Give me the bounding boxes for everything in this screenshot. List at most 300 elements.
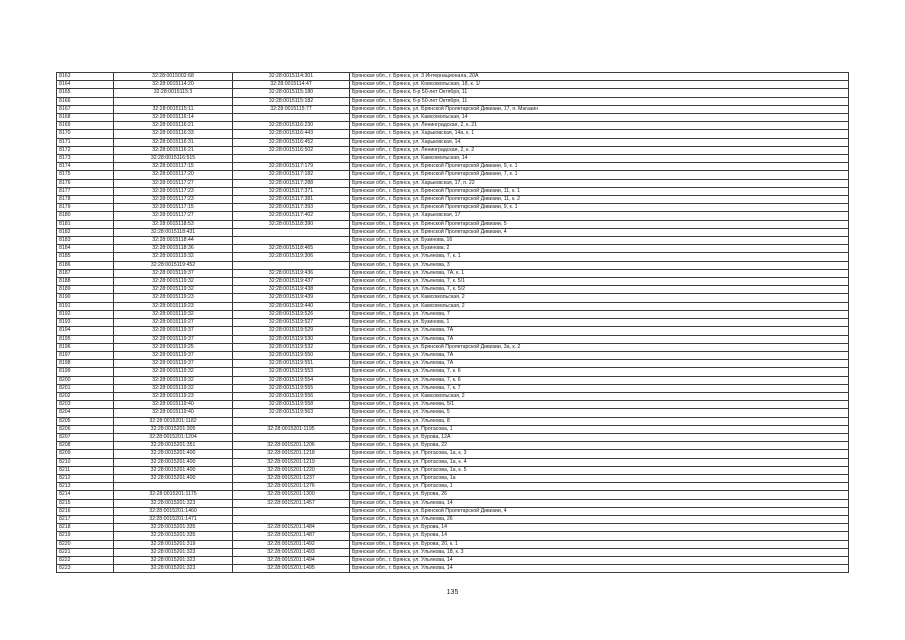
object-cadastral-number-cell bbox=[233, 507, 350, 515]
record-number-cell: 8206 bbox=[57, 425, 114, 433]
address-cell: Брянская обл., г. Брянск, ул. Харьковская, 14 bbox=[350, 138, 849, 146]
address-cell: Брянская обл., г. Брянск, ул. Брянской Пролетарской Дивизии, 3а, к. 2 bbox=[350, 343, 849, 351]
record-number-cell: 8207 bbox=[57, 433, 114, 441]
address-cell: Брянская обл., г. Брянск, ул. Брянской Пролетарской Дивизии, 9, к. 1 bbox=[350, 163, 849, 171]
page-number: 135 bbox=[446, 589, 459, 596]
address-cell: Брянская обл., г. Брянск, ул. Ульянова, 7, к. 6 bbox=[350, 376, 849, 384]
record-number-cell: 8185 bbox=[57, 253, 114, 261]
parcel-cadastral-number-cell: 32:28:0015119:23 bbox=[114, 302, 233, 310]
object-cadastral-number-cell: 32:28:0015116:443 bbox=[233, 130, 350, 138]
address-cell: Брянская обл., г. Брянск, ул. Брянской Пролетарской Дивизии, 5 bbox=[350, 220, 849, 228]
address-cell: Брянская обл., г. Брянск, ул. Брянской Пролетарской Дивизии, 11, к. 1 bbox=[350, 187, 849, 195]
record-number-cell: 8163 bbox=[57, 73, 114, 81]
address-cell: Брянская обл., г. Брянск, ул. Ульянова, 7, к. 5/1 bbox=[350, 278, 849, 286]
parcel-cadastral-number-cell: 32:28:0015201:323 bbox=[114, 556, 233, 564]
record-number-cell: 8203 bbox=[57, 401, 114, 409]
record-number-cell: 8170 bbox=[57, 130, 114, 138]
address-cell: Брянская обл., г. Брянск, ул. Комсомольская, 18, к. 1/ bbox=[350, 81, 849, 89]
table-row bbox=[57, 105, 849, 113]
parcel-cadastral-number-cell bbox=[114, 97, 233, 105]
parcel-cadastral-number-cell: 32:28:0015119:23 bbox=[114, 392, 233, 400]
parcel-cadastral-number-cell: 32:28:0015201:1204 bbox=[114, 433, 233, 441]
parcel-cadastral-number-cell: 32:28:0015201:323 bbox=[114, 565, 233, 573]
table-row bbox=[57, 532, 849, 540]
address-cell: Брянская обл., г. Брянск, ул. Харьковская, 17 bbox=[350, 212, 849, 220]
table-row bbox=[57, 483, 849, 491]
parcel-cadastral-number-cell: 32:28:0015116:21 bbox=[114, 146, 233, 154]
address-cell: Брянская обл., г. Брянск, ул. Протасова, 1а, к. 4 bbox=[350, 458, 849, 466]
parcel-cadastral-number-cell: 32:28:0015201:305 bbox=[114, 425, 233, 433]
object-cadastral-number-cell: 32:28:0015116:452 bbox=[233, 138, 350, 146]
parcel-cadastral-number-cell: 32:28:0015115:11 bbox=[114, 105, 233, 113]
object-cadastral-number-cell: 32:28:0015115:182 bbox=[233, 97, 350, 105]
address-cell: Брянская обл., г. Брянск, ул. Ульянова, 14 bbox=[350, 499, 849, 507]
record-number-cell: 8181 bbox=[57, 220, 114, 228]
record-number-cell: 8197 bbox=[57, 351, 114, 359]
parcel-cadastral-number-cell: 32:28:0015117:27 bbox=[114, 179, 233, 187]
parcel-cadastral-number-cell: 32:28:0015201:1182 bbox=[114, 417, 233, 425]
table-row bbox=[57, 565, 849, 573]
parcel-cadastral-number-cell: 32:28:0015201:1175 bbox=[114, 491, 233, 499]
table-row bbox=[57, 81, 849, 89]
table-row bbox=[57, 474, 849, 482]
table-row bbox=[57, 524, 849, 532]
address-cell: Брянская обл., г. Брянск, ул. 3 Интернационала, 20А bbox=[350, 73, 849, 81]
address-cell: Брянская обл., г. Брянск, ул. Камсомольская, 2 bbox=[350, 294, 849, 302]
address-cell: Брянская обл., г. Брянск, ул. Протасова, 1а bbox=[350, 474, 849, 482]
object-cadastral-number-cell: 32:28:0015119:437 bbox=[233, 278, 350, 286]
record-number-cell: 8217 bbox=[57, 515, 114, 523]
object-cadastral-number-cell: 32:28:0015119:551 bbox=[233, 360, 350, 368]
table-row bbox=[57, 401, 849, 409]
parcel-cadastral-number-cell: 32:28:0015117:23 bbox=[114, 196, 233, 204]
table-row bbox=[57, 163, 849, 171]
table-row bbox=[57, 360, 849, 368]
table-row bbox=[57, 89, 849, 97]
object-cadastral-number-cell: 32:28:0015119:530 bbox=[233, 335, 350, 343]
table-row bbox=[57, 294, 849, 302]
parcel-cadastral-number-cell: 32:28:0015119:37 bbox=[114, 327, 233, 335]
record-number-cell: 8177 bbox=[57, 187, 114, 195]
table-row bbox=[57, 130, 849, 138]
object-cadastral-number-cell: 32:28:0015119:532 bbox=[233, 343, 350, 351]
object-cadastral-number-cell: 32:28:0015201:1220 bbox=[233, 466, 350, 474]
record-number-cell: 8216 bbox=[57, 507, 114, 515]
parcel-cadastral-number-cell: 32:28:0015201:323 bbox=[114, 548, 233, 556]
table-row bbox=[57, 114, 849, 122]
address-cell: Брянская обл., г. Брянск, ул. Протасова, 1 bbox=[350, 483, 849, 491]
table-row bbox=[57, 212, 849, 220]
address-cell: Брянская обл., г. Брянск, ул. Бурова, 12А bbox=[350, 433, 849, 441]
parcel-cadastral-number-cell: 32:28:0015116:21 bbox=[114, 122, 233, 130]
address-cell: Брянская обл., г. Брянск, ул. Брянской Пролетарской Дивизии, 7, к. 1 bbox=[350, 171, 849, 179]
object-cadastral-number-cell: 32:28:0015119:556 bbox=[233, 392, 350, 400]
record-number-cell: 8174 bbox=[57, 163, 114, 171]
address-cell: Брянская обл., г. Брянск, ул. Протасова, 1а, к. 3 bbox=[350, 450, 849, 458]
object-cadastral-number-cell: 32:28:0015201:1487 bbox=[233, 532, 350, 540]
parcel-cadastral-number-cell: 32:28:0015119:32 bbox=[114, 376, 233, 384]
parcel-cadastral-number-cell: 32:28:0015116:31 bbox=[114, 138, 233, 146]
object-cadastral-number-cell: 32:28:0015115:77 bbox=[233, 105, 350, 113]
parcel-cadastral-number-cell: 32:28:0015116:515 bbox=[114, 155, 233, 163]
table-row bbox=[57, 73, 849, 81]
table-row bbox=[57, 499, 849, 507]
record-number-cell: 8171 bbox=[57, 138, 114, 146]
table-row bbox=[57, 450, 849, 458]
parcel-cadastral-number-cell: 32:28:0015115:3 bbox=[114, 89, 233, 97]
object-cadastral-number-cell: 32:28:0015119:527 bbox=[233, 319, 350, 327]
object-cadastral-number-cell: 32:28:0015201:1276 bbox=[233, 483, 350, 491]
address-cell: Брянская обл., г. Брянск, ул. Бузинова, 2 bbox=[350, 245, 849, 253]
record-number-cell: 8178 bbox=[57, 196, 114, 204]
record-number-cell: 8212 bbox=[57, 474, 114, 482]
parcel-cadastral-number-cell: 32:28:0015119:40 bbox=[114, 401, 233, 409]
object-cadastral-number-cell: 32:28:0015118:465 bbox=[233, 245, 350, 253]
object-cadastral-number-cell: 32:28:0015119:440 bbox=[233, 302, 350, 310]
table-row bbox=[57, 97, 849, 105]
record-number-cell: 8183 bbox=[57, 237, 114, 245]
address-cell: Брянская обл., г. Брянск, ул. Бузинова, 16 bbox=[350, 237, 849, 245]
object-cadastral-number-cell: 32:28:0015118:390 bbox=[233, 220, 350, 228]
parcel-cadastral-number-cell: 32:28:0015201:400 bbox=[114, 458, 233, 466]
address-cell: Брянская обл., г. Брянск, ул. Ульянова, 3 bbox=[350, 261, 849, 269]
parcel-cadastral-number-cell: 32:28:0015119:37 bbox=[114, 269, 233, 277]
parcel-cadastral-number-cell: 32:28:0015119:32 bbox=[114, 310, 233, 318]
address-cell: Брянская обл., г. Брянск, ул. Ульянова, 7А bbox=[350, 327, 849, 335]
table-row bbox=[57, 319, 849, 327]
address-cell: Брянская обл., г. Брянск, ул. Камсомольская, 2 bbox=[350, 392, 849, 400]
object-cadastral-number-cell bbox=[233, 261, 350, 269]
table-row bbox=[57, 425, 849, 433]
object-cadastral-number-cell: 32:28:0015201:1237 bbox=[233, 474, 350, 482]
object-cadastral-number-cell: 32:28:0015119:554 bbox=[233, 376, 350, 384]
address-cell: Брянская обл., г. Брянск, ул. Ульянова, 14 bbox=[350, 556, 849, 564]
record-number-cell: 8199 bbox=[57, 368, 114, 376]
parcel-cadastral-number-cell: 32:28:0015201:323 bbox=[114, 499, 233, 507]
object-cadastral-number-cell: 32:28:0015114:47 bbox=[233, 81, 350, 89]
address-cell: Брянская обл., г. Брянск, ул. Протасова, 1а, к. 5 bbox=[350, 466, 849, 474]
record-number-cell: 8180 bbox=[57, 212, 114, 220]
table-row bbox=[57, 515, 849, 523]
record-number-cell: 8190 bbox=[57, 294, 114, 302]
object-cadastral-number-cell: 32:28:0015119:550 bbox=[233, 351, 350, 359]
table-row bbox=[57, 417, 849, 425]
object-cadastral-number-cell: 32:28:0015119:526 bbox=[233, 310, 350, 318]
object-cadastral-number-cell: 32:28:0015119:439 bbox=[233, 294, 350, 302]
table-row bbox=[57, 237, 849, 245]
table-row bbox=[57, 491, 849, 499]
object-cadastral-number-cell: 32:28:0015117:381 bbox=[233, 196, 350, 204]
record-number-cell: 8188 bbox=[57, 278, 114, 286]
object-cadastral-number-cell: 32:28:0015119:553 bbox=[233, 368, 350, 376]
record-number-cell: 8218 bbox=[57, 524, 114, 532]
parcel-cadastral-number-cell: 32:28:0015201:400 bbox=[114, 474, 233, 482]
parcel-cadastral-number-cell: 32:28:0015119:25 bbox=[114, 343, 233, 351]
object-cadastral-number-cell: 32:28:0015201:1484 bbox=[233, 524, 350, 532]
record-number-cell: 8223 bbox=[57, 565, 114, 573]
record-number-cell: 8169 bbox=[57, 122, 114, 130]
object-cadastral-number-cell: 32:28:0015117:179 bbox=[233, 163, 350, 171]
record-number-cell: 8219 bbox=[57, 532, 114, 540]
address-cell: Брянская обл., г. Брянск, ул. Брянской Пролетарской Дивизии, 11, к. 2 bbox=[350, 196, 849, 204]
address-cell: Брянская обл., г. Брянск, ул. Бурова, 14 bbox=[350, 532, 849, 540]
table-row bbox=[57, 228, 849, 236]
record-number-cell: 8222 bbox=[57, 556, 114, 564]
table-row bbox=[57, 179, 849, 187]
parcel-cadastral-number-cell: 32:28:0015119:32 bbox=[114, 286, 233, 294]
record-number-cell: 8166 bbox=[57, 97, 114, 105]
address-cell: Брянская обл., г. Брянск, ул. Ульянова, 7, к. 5/2 bbox=[350, 286, 849, 294]
record-number-cell: 8202 bbox=[57, 392, 114, 400]
table-row bbox=[57, 458, 849, 466]
parcel-cadastral-number-cell: 32:28:0015116:33 bbox=[114, 130, 233, 138]
address-cell: Брянская обл., г. Брянск, ул. Бурова, 26 bbox=[350, 491, 849, 499]
address-cell: Брянская обл., г. Брянск, ул. Харьковская, 17, п. 22 bbox=[350, 179, 849, 187]
object-cadastral-number-cell: 32:28:0015201:1493 bbox=[233, 548, 350, 556]
parcel-cadastral-number-cell: 32:28:0015119:32 bbox=[114, 368, 233, 376]
object-cadastral-number-cell: 32:28:0015201:1300 bbox=[233, 491, 350, 499]
record-number-cell: 8165 bbox=[57, 89, 114, 97]
parcel-cadastral-number-cell: 32:28:0015119:452 bbox=[114, 261, 233, 269]
address-cell: Брянская обл., г. Брянск, ул. Ульянова, 7, к. 6 bbox=[350, 368, 849, 376]
record-number-cell: 8192 bbox=[57, 310, 114, 318]
cadastral-table-body bbox=[57, 73, 849, 573]
object-cadastral-number-cell: 32:28:0015119:306 bbox=[233, 253, 350, 261]
object-cadastral-number-cell: 32:28:0015201:1206 bbox=[233, 442, 350, 450]
address-cell: Брянская обл., г. Брянск, ул. Ульянова, 7А bbox=[350, 351, 849, 359]
record-number-cell: 8196 bbox=[57, 343, 114, 351]
object-cadastral-number-cell: 32:28:0015201:1494 bbox=[233, 556, 350, 564]
record-number-cell: 8213 bbox=[57, 483, 114, 491]
table-row bbox=[57, 122, 849, 130]
object-cadastral-number-cell: 32:28:0015201:1195 bbox=[233, 425, 350, 433]
table-row bbox=[57, 269, 849, 277]
address-cell: Брянская обл., г. Брянск, ул. Ульянова, 14 bbox=[350, 565, 849, 573]
address-cell: Брянская обл., г. Брянск, б-р 50-лет Октября, 11 bbox=[350, 97, 849, 105]
table-row bbox=[57, 245, 849, 253]
parcel-cadastral-number-cell: 32:28:0015119:32 bbox=[114, 278, 233, 286]
record-number-cell: 8179 bbox=[57, 204, 114, 212]
object-cadastral-number-cell bbox=[233, 237, 350, 245]
parcel-cadastral-number-cell: 32:28:0015119:37 bbox=[114, 360, 233, 368]
object-cadastral-number-cell: 32:28:0015114:301 bbox=[233, 73, 350, 81]
record-number-cell: 8220 bbox=[57, 540, 114, 548]
record-number-cell: 8215 bbox=[57, 499, 114, 507]
record-number-cell: 8172 bbox=[57, 146, 114, 154]
table-row bbox=[57, 556, 849, 564]
address-cell: Брянская обл., г. Брянск, ул. Ульянова, 26 bbox=[350, 515, 849, 523]
table-row bbox=[57, 392, 849, 400]
address-cell: Брянская обл., г. Брянск, ул. Ульянова, 5/1 bbox=[350, 401, 849, 409]
object-cadastral-number-cell: 32:28:0015119:555 bbox=[233, 384, 350, 392]
table-row bbox=[57, 384, 849, 392]
address-cell: Брянская обл., г. Брянск, ул. Бурова, 14 bbox=[350, 524, 849, 532]
object-cadastral-number-cell: 32:28:0015116:230 bbox=[233, 122, 350, 130]
record-number-cell: 8184 bbox=[57, 245, 114, 253]
object-cadastral-number-cell: 32:28:0015201:1495 bbox=[233, 565, 350, 573]
parcel-cadastral-number-cell: 32:28:0015117:15 bbox=[114, 204, 233, 212]
table-row bbox=[57, 302, 849, 310]
table-row bbox=[57, 433, 849, 441]
table-row bbox=[57, 466, 849, 474]
parcel-cadastral-number-cell: 32:28:0015119:32 bbox=[114, 253, 233, 261]
table-row bbox=[57, 253, 849, 261]
parcel-cadastral-number-cell: 32:28:0015119:40 bbox=[114, 409, 233, 417]
table-row bbox=[57, 146, 849, 154]
parcel-cadastral-number-cell: 32:28:0015119:23 bbox=[114, 294, 233, 302]
object-cadastral-number-cell: 32:28:0015201:1218 bbox=[233, 450, 350, 458]
object-cadastral-number-cell: 32:28:0015201:1219 bbox=[233, 458, 350, 466]
table-row bbox=[57, 376, 849, 384]
address-cell: Брянская обл., г. Брянск, ул. Протасова, 1 bbox=[350, 425, 849, 433]
object-cadastral-number-cell bbox=[233, 114, 350, 122]
record-number-cell: 8164 bbox=[57, 81, 114, 89]
address-cell: Брянская обл., г. Брянск, ул. Брянской Пролетарской Дивизии, 17, п. Магазин bbox=[350, 105, 849, 113]
record-number-cell: 8209 bbox=[57, 450, 114, 458]
address-cell: Брянская обл., г. Брянск, б-р 50-лет Октября, 11 bbox=[350, 89, 849, 97]
record-number-cell: 8176 bbox=[57, 179, 114, 187]
record-number-cell: 8198 bbox=[57, 360, 114, 368]
table-row bbox=[57, 368, 849, 376]
parcel-cadastral-number-cell: 32:28:0015118:431 bbox=[114, 228, 233, 236]
object-cadastral-number-cell bbox=[233, 228, 350, 236]
parcel-cadastral-number-cell: 32:28:0015201:351 bbox=[114, 442, 233, 450]
table-row bbox=[57, 220, 849, 228]
table-row bbox=[57, 540, 849, 548]
table-row bbox=[57, 507, 849, 515]
table-row bbox=[57, 286, 849, 294]
parcel-cadastral-number-cell: 32:28:0015119:27 bbox=[114, 319, 233, 327]
object-cadastral-number-cell: 32:28:0015117:182 bbox=[233, 171, 350, 179]
parcel-cadastral-number-cell: 32:28:0015119:32 bbox=[114, 384, 233, 392]
table-row bbox=[57, 409, 849, 417]
parcel-cadastral-number-cell: 32:28:0015118:53 bbox=[114, 220, 233, 228]
record-number-cell: 8195 bbox=[57, 335, 114, 343]
object-cadastral-number-cell: 32:28:0015116:502 bbox=[233, 146, 350, 154]
address-cell: Брянская обл., г. Брянск, ул. Брянской Пролетарской Дивизии, 4 bbox=[350, 507, 849, 515]
address-cell: Брянская обл., г. Брянск, ул. Ульянова, 18, к. 3 bbox=[350, 548, 849, 556]
address-cell: Брянская обл., г. Брянск, ул. Харьковская, 14а, к. 1 bbox=[350, 130, 849, 138]
parcel-cadastral-number-cell: 32:28:0015117:27 bbox=[114, 212, 233, 220]
record-number-cell: 8211 bbox=[57, 466, 114, 474]
record-number-cell: 8173 bbox=[57, 155, 114, 163]
parcel-cadastral-number-cell: 32:28:0015119:37 bbox=[114, 335, 233, 343]
record-number-cell: 8201 bbox=[57, 384, 114, 392]
address-cell: Брянская обл., г. Брянск, ул. Камсомольская, 14 bbox=[350, 155, 849, 163]
address-cell: Брянская обл., г. Брянск, ул. Бузинова, 1 bbox=[350, 319, 849, 327]
record-number-cell: 8208 bbox=[57, 442, 114, 450]
address-cell: Брянская обл., г. Брянск, ул. Брянской Пролетарской Дивизии, 9, к. 1 bbox=[350, 204, 849, 212]
object-cadastral-number-cell: 32:28:0015119:558 bbox=[233, 401, 350, 409]
table-row bbox=[57, 171, 849, 179]
parcel-cadastral-number-cell bbox=[114, 483, 233, 491]
address-cell: Брянская обл., г. Брянск, ул. Ульянова, 7А, к. 1 bbox=[350, 269, 849, 277]
object-cadastral-number-cell: 32:28:0015201:1457 bbox=[233, 499, 350, 507]
record-number-cell: 8167 bbox=[57, 105, 114, 113]
record-number-cell: 8204 bbox=[57, 409, 114, 417]
table-row bbox=[57, 196, 849, 204]
table-row bbox=[57, 204, 849, 212]
parcel-cadastral-number-cell: 32:28:0015201:400 bbox=[114, 466, 233, 474]
address-cell: Брянская обл., г. Брянск, ул. Ленинградская, 2, к. 2 bbox=[350, 146, 849, 154]
parcel-cadastral-number-cell: 32:28:0015201:1471 bbox=[114, 515, 233, 523]
parcel-cadastral-number-cell: 32:28:0015201:335 bbox=[114, 524, 233, 532]
parcel-cadastral-number-cell: 32:28:0015116:14 bbox=[114, 114, 233, 122]
object-cadastral-number-cell bbox=[233, 155, 350, 163]
table-row bbox=[57, 155, 849, 163]
object-cadastral-number-cell bbox=[233, 515, 350, 523]
table-row bbox=[57, 351, 849, 359]
table-row bbox=[57, 138, 849, 146]
address-cell: Брянская обл., г. Брянск, ул. Ульянова, 7А bbox=[350, 335, 849, 343]
record-number-cell: 8191 bbox=[57, 302, 114, 310]
object-cadastral-number-cell: 32:28:0015117:402 bbox=[233, 212, 350, 220]
table-row bbox=[57, 310, 849, 318]
record-number-cell: 8175 bbox=[57, 171, 114, 179]
address-cell: Брянская обл., г. Брянск, ул. Камсомольская, 2 bbox=[350, 302, 849, 310]
address-cell: Брянская обл., г. Брянск, ул. Бурова, 22 bbox=[350, 442, 849, 450]
record-number-cell: 8187 bbox=[57, 269, 114, 277]
address-cell: Брянская обл., г. Брянск, ул. Ульянова, 8 bbox=[350, 417, 849, 425]
parcel-cadastral-number-cell: 32:28:0015118:44 bbox=[114, 237, 233, 245]
record-number-cell: 8200 bbox=[57, 376, 114, 384]
table-row bbox=[57, 261, 849, 269]
parcel-cadastral-number-cell: 32:28:0015117:15 bbox=[114, 163, 233, 171]
record-number-cell: 8168 bbox=[57, 114, 114, 122]
parcel-cadastral-number-cell: 32:28:0015118:36 bbox=[114, 245, 233, 253]
object-cadastral-number-cell: 32:28:0015117:371 bbox=[233, 187, 350, 195]
record-number-cell: 8221 bbox=[57, 548, 114, 556]
table-row bbox=[57, 187, 849, 195]
object-cadastral-number-cell: 32:28:0015201:1492 bbox=[233, 540, 350, 548]
record-number-cell: 8214 bbox=[57, 491, 114, 499]
address-cell: Брянская обл., г. Брянск, ул. Камсомольская, 14 bbox=[350, 114, 849, 122]
object-cadastral-number-cell: 32:28:0015115:180 bbox=[233, 89, 350, 97]
table-row bbox=[57, 278, 849, 286]
address-cell: Брянская обл., г. Брянск, ул. Бурова, 20, к. 1 bbox=[350, 540, 849, 548]
record-number-cell: 8194 bbox=[57, 327, 114, 335]
address-cell: Брянская обл., г. Брянск, ул. Ульянова, 7 bbox=[350, 310, 849, 318]
address-cell: Брянская обл., г. Брянск, ул. Ульянова, 7, к. 1 bbox=[350, 253, 849, 261]
record-number-cell: 8193 bbox=[57, 319, 114, 327]
address-cell: Брянская обл., г. Брянск, ул. Брянской Пролетарской Дивизии, 4 bbox=[350, 228, 849, 236]
table-row bbox=[57, 343, 849, 351]
parcel-cadastral-number-cell: 32:28:0015114:20 bbox=[114, 81, 233, 89]
parcel-cadastral-number-cell: 32:28:0015117:23 bbox=[114, 187, 233, 195]
parcel-cadastral-number-cell: 32:28:0015201:400 bbox=[114, 450, 233, 458]
record-number-cell: 8189 bbox=[57, 286, 114, 294]
object-cadastral-number-cell: 32:28:0015117:393 bbox=[233, 204, 350, 212]
address-cell: Брянская обл., г. Брянск, ул. Ульянова, 5 bbox=[350, 409, 849, 417]
object-cadastral-number-cell: 32:28:0015119:529 bbox=[233, 327, 350, 335]
object-cadastral-number-cell bbox=[233, 433, 350, 441]
parcel-cadastral-number-cell: 32:28:0015117:20 bbox=[114, 171, 233, 179]
parcel-cadastral-number-cell: 32:28:0015119:37 bbox=[114, 351, 233, 359]
parcel-cadastral-number-cell: 32:28:0015002:68 bbox=[114, 73, 233, 81]
table-row bbox=[57, 335, 849, 343]
object-cadastral-number-cell: 32:28:0015119:436 bbox=[233, 269, 350, 277]
cadastral-table bbox=[56, 72, 849, 573]
parcel-cadastral-number-cell: 32:28:0015201:335 bbox=[114, 532, 233, 540]
record-number-cell: 8186 bbox=[57, 261, 114, 269]
address-cell: Брянская обл., г. Брянск, ул. Ульянова, 7, к. 7 bbox=[350, 384, 849, 392]
table-row bbox=[57, 442, 849, 450]
address-cell: Брянская обл., г. Брянск, ул. Ленинградская, 2, к. 21 bbox=[350, 122, 849, 130]
object-cadastral-number-cell bbox=[233, 417, 350, 425]
address-cell: Брянская обл., г. Брянск, ул. Ульянова, 7А bbox=[350, 360, 849, 368]
object-cadastral-number-cell: 32:28:0015117:288 bbox=[233, 179, 350, 187]
parcel-cadastral-number-cell: 32:28:0015201:1460 bbox=[114, 507, 233, 515]
